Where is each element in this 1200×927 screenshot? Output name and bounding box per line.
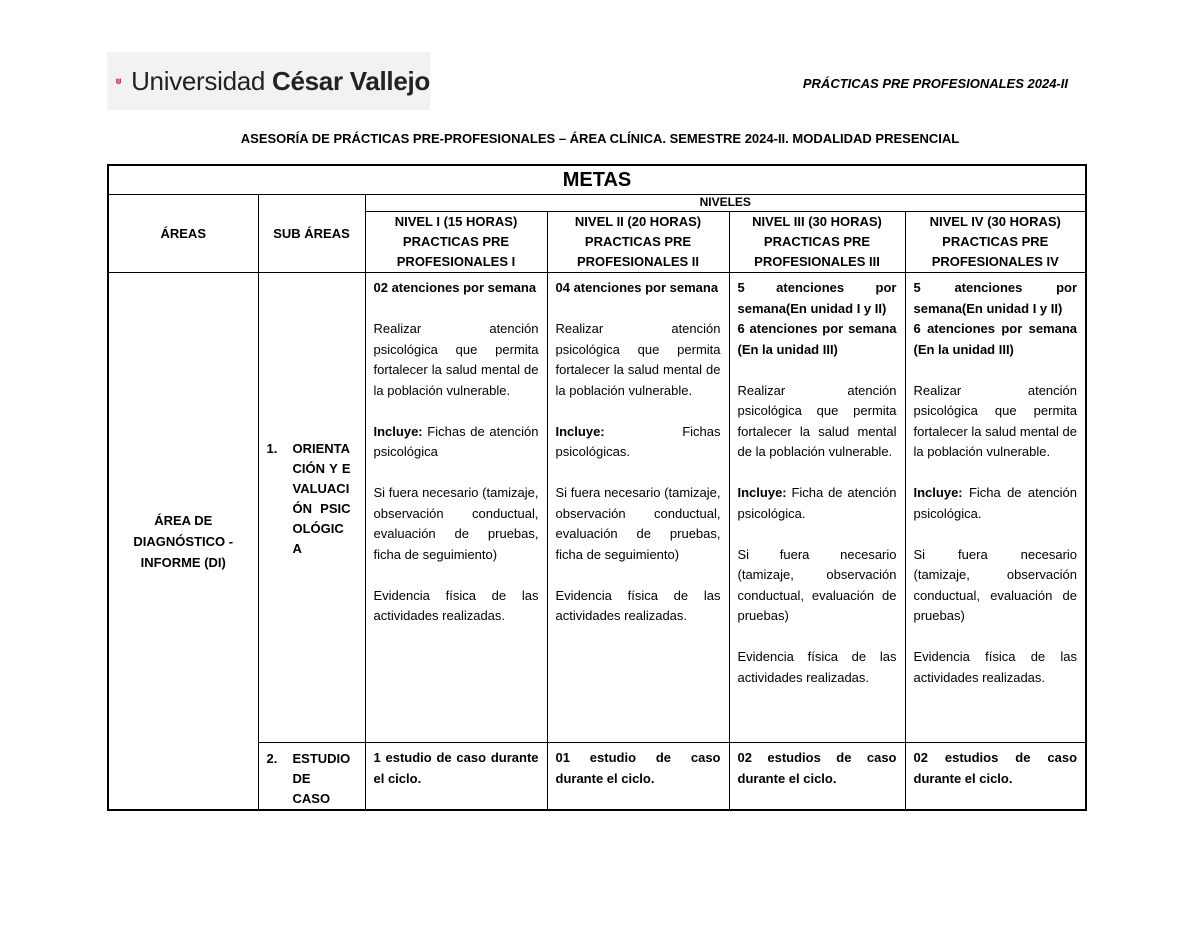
cell-level-3-caso: 02 estudios de caso durante el ciclo. <box>729 743 905 811</box>
header-level-3: NIVEL III (30 HORAS) PRACTICAS PRE PROFESIONALES III <box>729 212 905 273</box>
cell-level-2-caso: 01 estudio de caso durante el ciclo. <box>547 743 729 811</box>
cell-level-4-orientacion: 5 atenciones por semana(En unidad I y II) 6 atenciones por semana (En la unidad III) Realizar atención psicológica que permita fortalecer la salud mental de la población vulnerable. Incluye: Ficha de atención psicológica. Si fuera necesario (tamizaje, observación conductual, evaluación de pruebas) Evidencia física de las actividades realizadas. <box>905 273 1086 743</box>
header-areas: ÁREAS <box>108 195 258 273</box>
cell-level-3-orientacion: 5 atenciones por semana(En unidad I y II) 6 atenciones por semana (En la unidad III) Realizar atención psicológica que permita fortalecer la salud mental de la población vulnerable. Incluye: Ficha de atención psicológica. Si fuera necesario (tamizaje, observación conductual, evaluación de pruebas) Evidencia física de las actividades realizadas. <box>729 273 905 743</box>
ucv-emblem-icon <box>116 56 121 106</box>
header-subareas: SUB ÁREAS <box>258 195 365 273</box>
subarea-estudio-caso: 2. ESTUDIO DE CASO <box>258 743 365 811</box>
logo-wordmark: Universidad César Vallejo <box>131 65 430 96</box>
header-niveles: NIVELES <box>365 195 1086 212</box>
metas-table <box>107 164 1087 811</box>
cell-level-2-orientacion: 04 atenciones por semana Realizar atención psicológica que permita fortalecer la salud mental de la población vulnerable. Incluye: Fichas psicológicas. Si fuera necesario (tamizaje, observación conductual, evaluación de pruebas, ficha de seguimiento) Evidencia física de las actividades realizadas. <box>547 273 729 743</box>
cell-level-1-caso: 1 estudio de caso durante el ciclo. <box>365 743 547 811</box>
subarea-orientacion: 1. ORIENTACIÓN Y EVALUACIÓN PSICOLÓGICA <box>258 273 365 743</box>
header-level-1: NIVEL I (15 HORAS) PRACTICAS PRE PROFESIONALES I <box>365 212 547 273</box>
header-level-2: NIVEL II (20 HORAS) PRACTICAS PRE PROFESIONALES II <box>547 212 729 273</box>
metas-title: METAS <box>108 165 1086 195</box>
header-program-label: PRÁCTICAS PRE PROFESIONALES 2024-II <box>802 76 1068 91</box>
cell-level-1-orientacion: 02 atenciones por semana Realizar atención psicológica que permita fortalecer la salud mental de la población vulnerable. Incluye: Fichas de atención psicológica Si fuera necesario (tamizaje, observación conductual, evaluación de pruebas, ficha de seguimiento) Evidencia física de las actividades realizadas. <box>365 273 547 743</box>
area-diagnostico: ÁREA DE DIAGNÓSTICO - INFORME (DI) <box>108 273 258 811</box>
document-title: ASESORÍA DE PRÁCTICAS PRE-PROFESIONALES – ÁREA CLÍNICA. SEMESTRE 2024-II. MODALIDAD PRESENCIAL <box>240 131 960 146</box>
cell-level-4-caso: 02 estudios de caso durante el ciclo. <box>905 743 1086 811</box>
university-logo <box>107 52 430 110</box>
header-level-4: NIVEL IV (30 HORAS) PRACTICAS PRE PROFESIONALES IV <box>905 212 1086 273</box>
